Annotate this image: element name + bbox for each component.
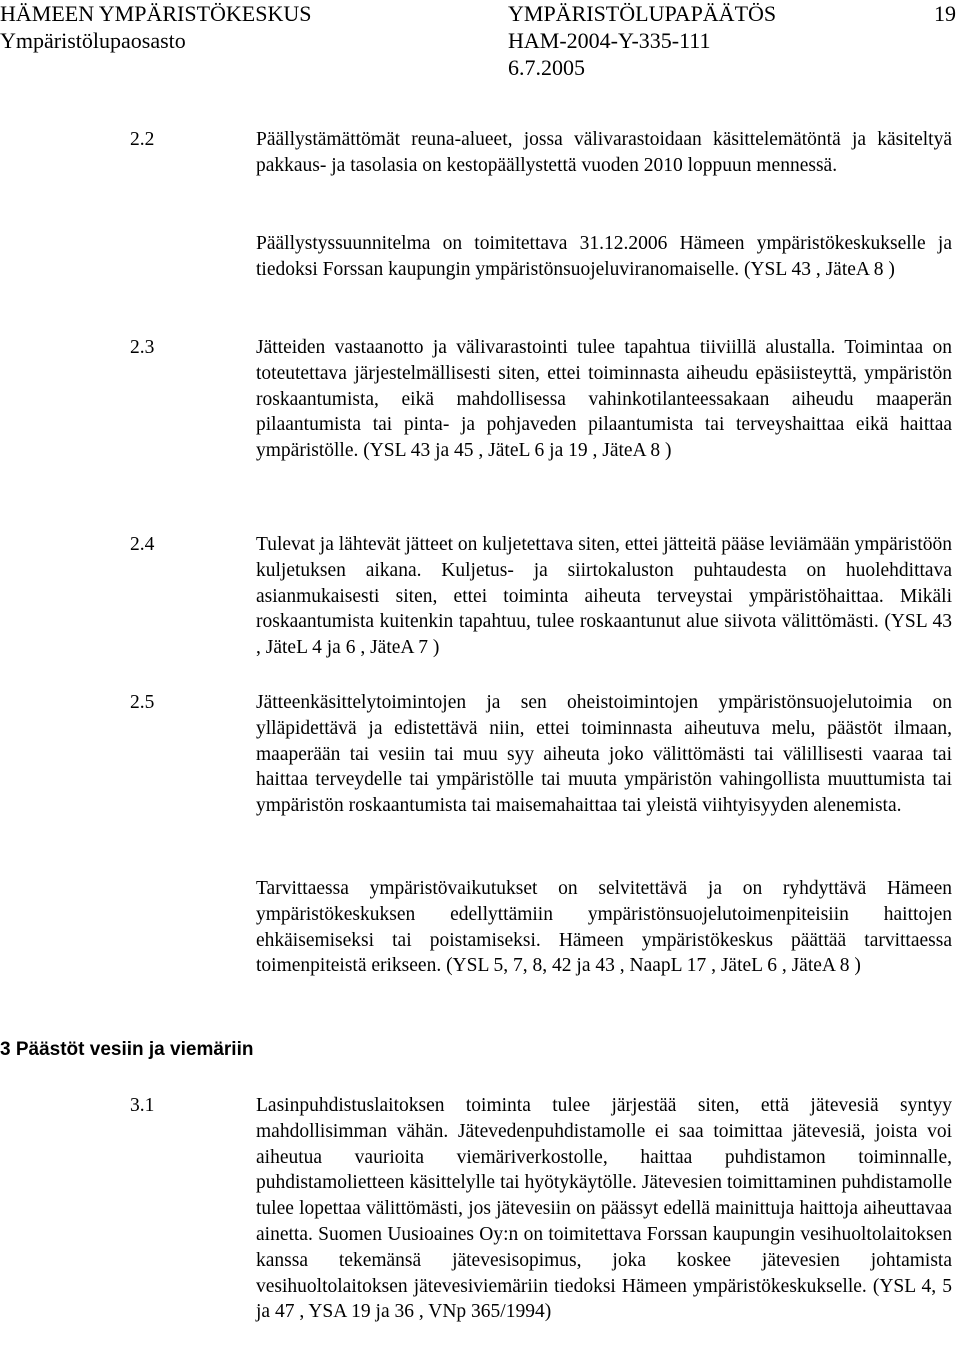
section-paragraph: Jätteenkäsittelytoimintojen ja sen oheistoimintojen ympäristönsuojelutoimia on ylläpidettävä ja edistettävä niin, ettei toiminnasta aiheutuva melu, päästöt ilmaan, maaperään tai vesiin tai muu syy aiheuta joko välittömästi tai välillisesti vaaraa tai haittaa terveydelle tai ympäristölle tai muuta ympäristön vahingollista muuttumista tai ympäristön roskaantumista tai maisemahaittaa tai yleistä viihtyisyyden alenemista. <box>256 692 952 817</box>
section-paragraph: Tarvittaessa ympäristövaikutukset on selvitettävä ja on ryhdyttävä Hämeen ympäristökeskuksen edellyttämiin ympäristönsuojelutoimenpiteisiin haittojen ehkäisemiseksi tai poistamiseksi. Hämeen ympäristökeskus päättää tarvittaessa toimenpiteistä erikseen. (YSL 5, 7, 8, 42 ja 43 , NaapL 17 , JäteL 6 , JäteA 8 ) <box>256 878 952 977</box>
header-doc-id: HAM-2004-Y-335-111 <box>508 28 711 53</box>
section-number: 3.1 <box>130 1095 155 1116</box>
section-paragraph: Jätteiden vastaanotto ja välivarastointi tulee tapahtua tiiviillä alustalla. Toimintaa on toteutettava järjestelmällisesti siten, ettei toiminnasta aiheudu epäsiisteyttä, ympäristön roskaantumista, eikä mahdollisessa vahinkotilanteessakaan aiheudu maaperän pilaantumista tai pinta- ja pohjaveden pilaantumista tai terveyshaittaa eikä haittaa ympäristölle. (YSL 43 ja 45 , JäteL 6 ja 19 , JäteA 8 ) <box>256 337 952 462</box>
chapter-heading: 3 Päästöt vesiin ja viemäriin <box>0 1039 254 1060</box>
section-number: 2.4 <box>130 534 155 555</box>
section-paragraph: Tulevat ja lähtevät jätteet on kuljetettava siten, ettei jätteitä pääse leviämään ympäristöön kuljetuksen aikana. Kuljetus- ja siirtokaluston puhtaudesta on huolehdittava asianmukaisesti siten, ettei toiminta aiheuta terveystai ympäristöhaittaa. Mikäli roskaantumista kuitenkin tapahtuu, tulee roskaantunut alue siivota välittömästi. (YSL 43 , JäteL 4 ja 6 , JäteA 7 ) <box>256 534 952 659</box>
header-date: 6.7.2005 <box>508 55 585 80</box>
section-paragraph: Lasinpuhdistuslaitoksen toiminta tulee järjestää siten, että jätevesiä syntyy mahdollisimman vähän. Jätevedenpuhdistamolle ei saa toimittaa jätevesiä, joista voi aiheutua vaurioita viemäriverkostolle, haittaa puhdistamon toiminnalle, puhdistamolietteen käsittelylle tai hyötykäytölle. Jätevesien toimittaminen puhdistamolle tulee lopettaa välittömästi, jos jätevesiin on päässyt edellä mainittuja haittoja aiheuttavaa ainetta. Suomen Uusioaines Oy:n on toimitettava Forssan kaupungin vesihuoltolaitoksen kanssa tekemänsä jätevesisopimus, joka koskee jätevesien johtamista vesihuoltolaitoksen jätevesiviemäriin tiedoksi Hämeen ympäristökeskukselle. (YSL 4, 5 ja 47 , YSA 19 ja 36 , VNp 365/1994) <box>256 1095 952 1323</box>
page-number: 19 <box>934 1 956 26</box>
header-left <box>0 0 312 54</box>
header-middle <box>508 0 776 81</box>
page-header <box>0 0 960 80</box>
section-paragraph: Päällystyssuunnitelma on toimitettava 31.12.2006 Hämeen ympäristökeskukselle ja tiedoksi Forssan kaupungin ympäristönsuojeluviranomaiselle. (YSL 43 , JäteA 8 ) <box>256 233 952 280</box>
header-dept: Ympäristölupaosasto <box>0 28 186 53</box>
section-paragraph: Päällystämättömät reuna-alueet, jossa välivarastoidaan käsittelemätöntä ja käsiteltyä pakkaus- ja tasolasia on kestopäällystettä vuoden 2010 loppuun mennessä. <box>256 129 952 176</box>
header-doc-type: YMPÄRISTÖLUPAPÄÄTÖS <box>508 1 777 26</box>
header-org: HÄMEEN YMPÄRISTÖKESKUS <box>0 1 312 26</box>
section-number: 2.3 <box>130 337 155 358</box>
section-number: 2.5 <box>130 692 155 713</box>
section-number: 2.2 <box>130 129 155 150</box>
